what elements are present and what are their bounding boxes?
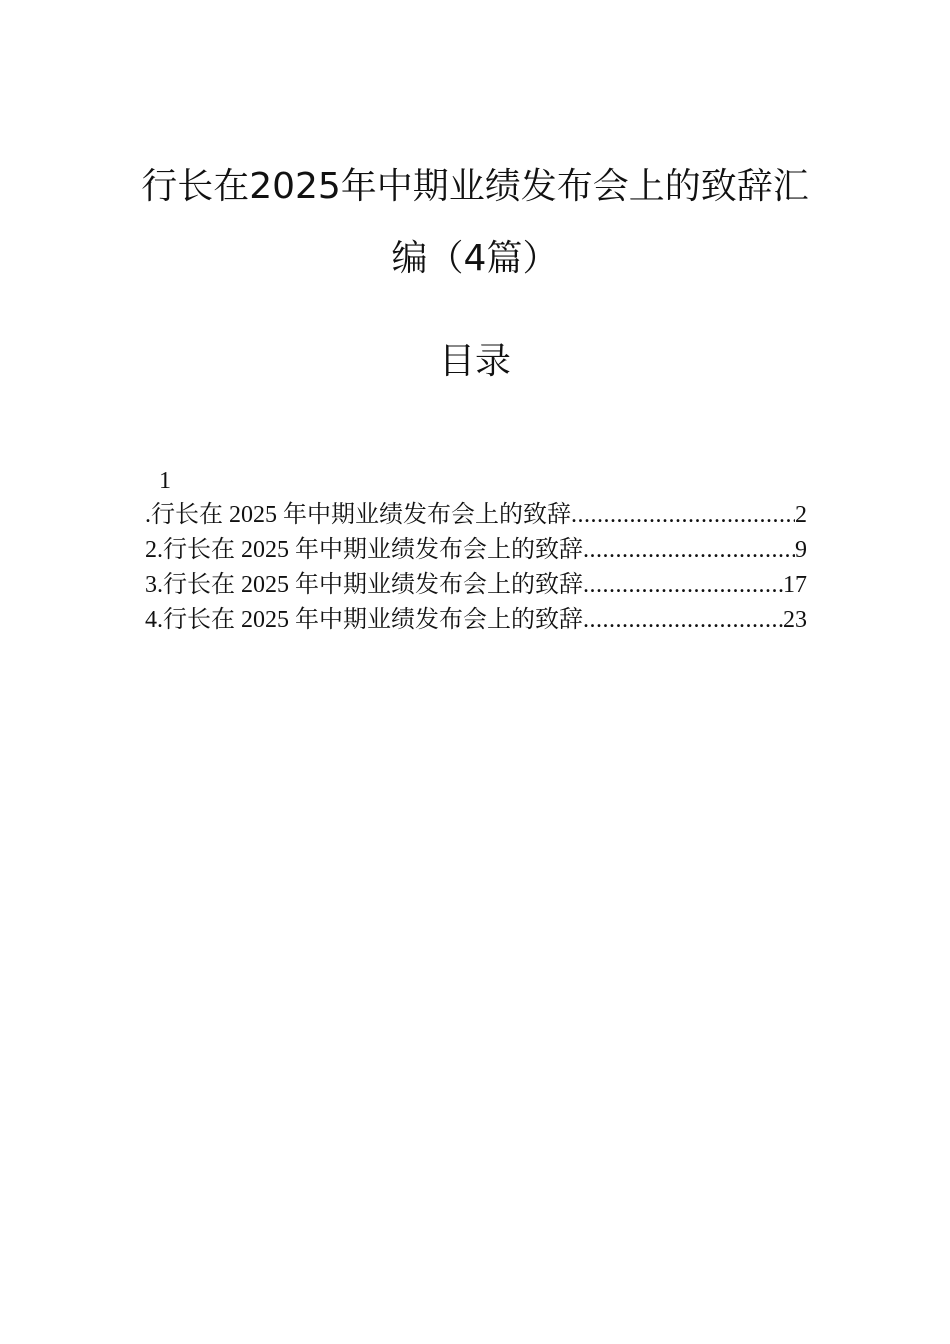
toc-leader-dots [583,603,783,638]
toc-entry-title: 2.行长在 2025 年中期业绩发布会上的致辞 [145,537,583,563]
toc-entry[interactable] [145,568,807,603]
document-title-line-2: 编（4篇） [391,238,559,279]
toc-entry-title: 3.行长在 2025 年中期业绩发布会上的致辞 [145,572,583,598]
toc-stray-number: 1 [159,468,171,494]
toc-heading: 目录 [438,341,511,382]
toc-entry-page: 23 [783,607,807,633]
toc-entry[interactable] [145,498,807,533]
toc-entry-title: 4.行长在 2025 年中期业绩发布会上的致辞 [145,607,583,633]
toc-entry-page: 2 [795,502,807,528]
document-title-line-1: 行长在2025年中期业绩发布会上的致辞汇 [141,166,809,207]
toc-leader-dots [583,533,795,568]
toc-entry-page: 9 [795,537,807,563]
toc-leader-dots [583,568,783,603]
toc-leader-dots [571,498,795,533]
toc-entry-title: .行长在 2025 年中期业绩发布会上的致辞 [145,502,571,528]
toc-entry[interactable] [145,603,807,638]
table-of-contents [145,464,807,638]
toc-entry[interactable] [145,533,807,568]
toc-entry-page: 17 [783,572,807,598]
